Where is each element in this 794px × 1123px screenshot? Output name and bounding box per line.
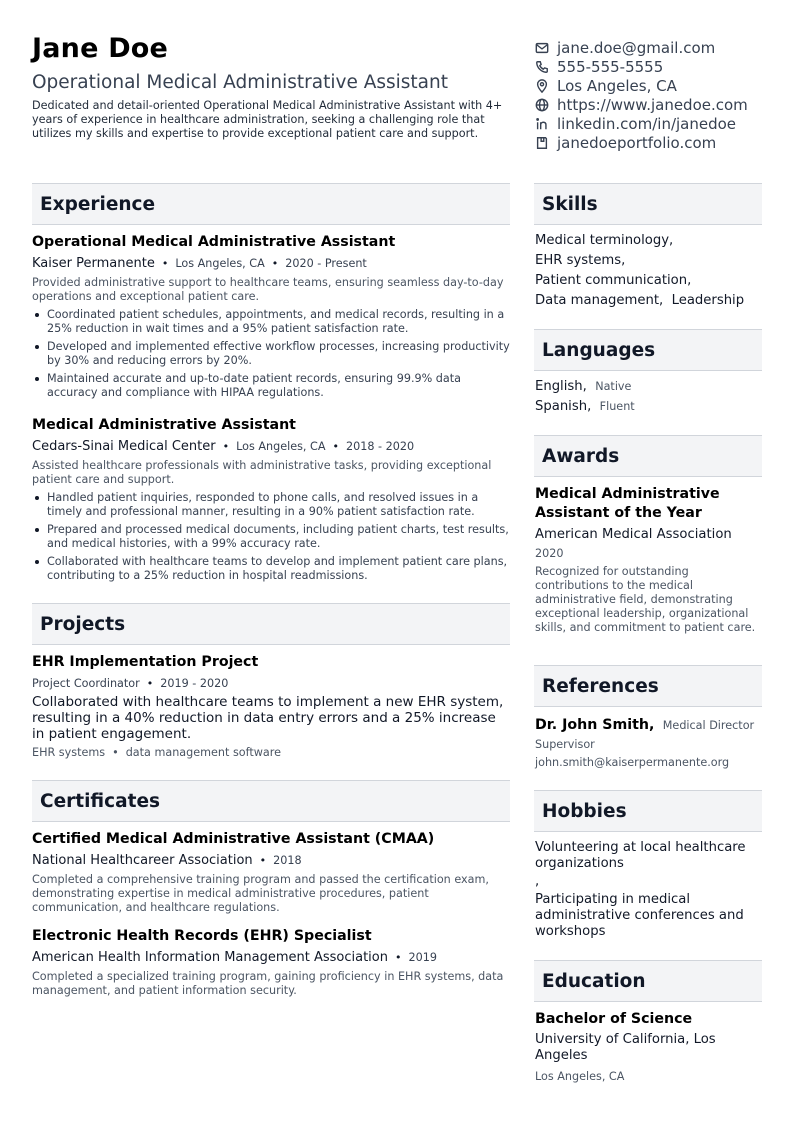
award-title: Medical Administrative Assistant of the Year (535, 486, 720, 521)
job-dates: 2018 - 2020 (346, 440, 415, 453)
contact-phone[interactable] (535, 57, 775, 76)
experience-heading: Experience (32, 183, 510, 225)
certificate-description: Completed a comprehensive training program and passed the certification exam, demonstrating expertise in medical administrative procedures, patient communication, and healthcare regulations. (32, 873, 489, 914)
certificate-year: 2018 (273, 854, 302, 867)
skills-heading: Skills (534, 183, 762, 225)
job-location: Los Angeles, CA (175, 257, 265, 270)
job-meta: Kaiser Permanente • Los Angeles, CA • 2020 - Present (32, 256, 367, 271)
hobby-item: Volunteering at local healthcare organizations (535, 840, 746, 871)
language-level: Fluent (599, 400, 635, 413)
contact-location-text: Los Angeles, CA (557, 76, 677, 95)
hobby-item: Participating in medical administrative conferences and workshops (535, 892, 744, 939)
job-description: Assisted healthcare professionals with administrative tasks, providing exceptional patient care and support. (32, 459, 492, 486)
project-tag: EHR systems (32, 746, 106, 759)
education-location: Los Angeles, CA (535, 1070, 625, 1083)
award-description: Recognized for outstanding contributions to the medical administrative field, demonstrating exceptional leadership, organizational skills, and commitment to patient care. (535, 565, 756, 634)
contact-website[interactable] (535, 95, 775, 114)
certificates-heading: Certificates (32, 780, 510, 822)
contact-phone-text: 555-555-5555 (557, 57, 664, 76)
language-item (535, 397, 762, 417)
skill-item: Medical terminology, (535, 233, 674, 248)
job-company: Cedars-Sinai Medical Center (32, 439, 216, 454)
languages-heading: Languages (534, 329, 762, 371)
reference-relation: Supervisor (535, 738, 595, 751)
job-bullet: Coordinated patient schedules, appointments, and medical records, resulting in a 25% reduction in wait times and a 95% patient satisfaction rate. (32, 308, 510, 336)
contact-location (535, 76, 775, 95)
reference-position: Medical Director (662, 719, 755, 732)
hobbies-list (535, 840, 762, 940)
education-heading: Education (534, 960, 762, 1002)
contact-email-text: jane.doe@gmail.com (557, 38, 716, 57)
certificate-description: Completed a specialized training program, gaining proficiency in EHR systems, data management, and patient information security. (32, 970, 504, 997)
job-bullet: Maintained accurate and up-to-date patient records, ensuring 99.9% data accuracy and compliance with HIPAA regulations. (32, 372, 510, 400)
language-item (535, 377, 762, 397)
portfolio-icon (535, 136, 549, 150)
certificate-title: Certified Medical Administrative Assistant (CMAA) (32, 831, 435, 847)
job-title: Operational Medical Administrative Assistant (32, 234, 396, 250)
job-bullet: Collaborated with healthcare teams to develop and implement patient care plans, contributing to a 25% reduction in hospital readmissions. (32, 555, 510, 583)
job-bullet: Handled patient inquiries, responded to phone calls, and resolved issues in a timely and professional manner, resulting in a 90% patient satisfaction rate. (32, 491, 510, 519)
job-bullets (32, 491, 510, 587)
award-issuer: American Medical Association (535, 527, 732, 542)
certificate-meta: American Health Information Management Association • 2019 (32, 950, 437, 965)
award-year: 2020 (535, 547, 564, 560)
language-name: Spanish, (535, 399, 592, 414)
contact-portfolio-text: janedoeportfolio.com (557, 133, 717, 152)
awards-heading: Awards (534, 435, 762, 477)
certificate-issuer: American Health Information Management Association (32, 950, 388, 965)
project-description: Collaborated with healthcare teams to implement a new EHR system, resulting in a 40% reduction in data entry errors and a 25% increase in patient engagement. (32, 694, 504, 742)
job-company: Kaiser Permanente (32, 256, 155, 271)
reference-item (535, 715, 762, 736)
job-bullet: Developed and implemented effective workflow processes, increasing productivity by 30% and reducing errors by 20%. (32, 340, 510, 368)
phone-icon (535, 60, 549, 74)
map-pin-icon (535, 79, 549, 93)
job-meta: Cedars-Sinai Medical Center • Los Angeles, CA • 2018 - 2020 (32, 439, 415, 454)
job-dates: 2020 - Present (285, 257, 367, 270)
hobby-separator: , (535, 874, 540, 889)
project-title: EHR Implementation Project (32, 654, 259, 670)
certificate-meta: National Healthcareer Association • 2018 (32, 853, 302, 868)
project-tag: data management software (125, 746, 282, 759)
job-bullets (32, 308, 510, 404)
job-title: Medical Administrative Assistant (32, 417, 296, 433)
skills-list (535, 231, 762, 311)
job-bullet: Prepared and processed medical documents, including patient charts, test results, and medical histories, with a 99% accuracy rate. (32, 523, 510, 551)
skill-item: EHR systems, (535, 253, 626, 268)
contact-linkedin[interactable] (535, 114, 775, 133)
job-location: Los Angeles, CA (236, 440, 326, 453)
language-level: Native (595, 380, 632, 393)
certificate-title: Electronic Health Records (EHR) Specialist (32, 928, 372, 944)
project-tags: EHR systems • data management software (32, 746, 282, 759)
project-dates: 2019 - 2020 (160, 677, 229, 690)
education-school: University of California, Los Angeles (535, 1032, 716, 1063)
projects-heading: Projects (32, 603, 510, 645)
contact-linkedin-text: linkedin.com/in/janedoe (557, 114, 737, 133)
linkedin-icon (535, 117, 549, 131)
mail-icon (535, 41, 549, 55)
languages-list (535, 377, 762, 417)
certificate-year: 2019 (408, 951, 437, 964)
language-name: English, (535, 379, 587, 394)
education-degree: Bachelor of Science (535, 1011, 693, 1027)
certificate-issuer: National Healthcareer Association (32, 853, 253, 868)
skill-item: Leadership (671, 293, 745, 308)
hobbies-heading: Hobbies (534, 790, 762, 832)
reference-name: Dr. John Smith, (535, 717, 655, 733)
candidate-title: Operational Medical Administrative Assistant (32, 72, 448, 93)
contact-email[interactable] (535, 38, 775, 57)
references-heading: References (534, 665, 762, 707)
skill-item: Data management, (535, 293, 664, 308)
candidate-name: Jane Doe (32, 33, 169, 64)
contact-website-text: https://www.janedoe.com (557, 95, 748, 114)
project-meta: Project Coordinator • 2019 - 2020 (32, 677, 229, 690)
project-role: Project Coordinator (32, 677, 140, 690)
reference-email[interactable]: john.smith@kaiserpermanente.org (535, 756, 730, 769)
globe-icon (535, 98, 549, 112)
contact-portfolio[interactable] (535, 133, 775, 152)
skill-item: Patient communication, (535, 273, 692, 288)
summary: Dedicated and detail-oriented Operational Medical Administrative Assistant with 4+ years of experience in healthcare administration, seeking a challenging role that utilizes my skills and expertise to provide exceptional patient care and support. (32, 99, 503, 140)
job-description: Provided administrative support to healthcare teams, ensuring seamless day-to-day operations and exceptional patient care. (32, 276, 504, 303)
contact-block (535, 38, 775, 152)
